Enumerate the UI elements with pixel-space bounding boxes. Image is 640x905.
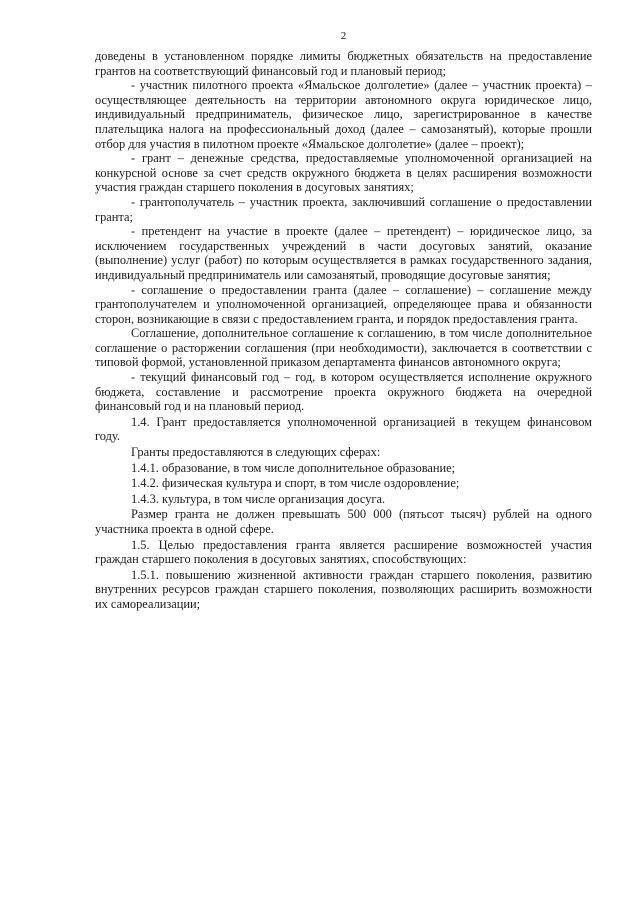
paragraph-section-1-4: 1.4. Грант предоставляется уполномоченной организацией в текущем финансовом году. [95, 414, 592, 444]
paragraph-definition-grant: - грант – денежные средства, предоставляемые уполномоченной организацией на конкурсной основе за счет средств окружного бюджета в целях расширения возможности участия граждан старшего поколения в досуговых занятиях; [95, 151, 592, 195]
paragraph-definition-agreement: - соглашение о предоставлении гранта (далее – соглашение) – соглашение между грантополучателем и уполномоченной организацией, определяющее права и обязанности сторон, возникающие в связи с предоставлением гранта, и порядок предоставления гранта. [95, 282, 592, 326]
paragraph-area-culture: 1.4.3. культура, в том числе организация досуга. [131, 491, 386, 506]
paragraph-grant-amount: Размер гранта не должен превышать 500 000 (пятьсот тысяч) рублей на одного участника проекта в одной сфере. [95, 507, 592, 536]
document-body [95, 49, 592, 612]
paragraph-definition-grantee: - грантополучатель – участник проекта, заключивший соглашение о предоставлении гранта; [95, 194, 592, 224]
paragraph-budget-limits: доведены в установленном порядке лимиты бюджетных обязательств на предоставление грантов на соответствующий финансовый год и плановый период; [95, 49, 592, 78]
paragraph-definition-applicant: - претендент на участие в проекте (далее – претендент) – юридическое лицо, за исключением государственных учреждений в части досуговых занятий, оказание (выполнение) услуг (работ) по которым осуществляется в рамках государственного задания, индивидуальный предприниматель или самозанятый, проводящие досуговые занятия; [95, 224, 592, 282]
paragraph-agreement-form: Соглашение, дополнительное соглашение к соглашению, в том числе дополнительное соглашение о расторжении соглашения (при необходимости), заключается в соответствии с типовой формой, установленной приказом департамента финансов автономного округа; [95, 326, 592, 370]
paragraph-section-1-5-1: 1.5.1. повышению жизненной активности граждан старшего поколения, развитию внутренних ресурсов граждан старшего поколения, позволяющих расширить возможности их самореализации; [95, 567, 592, 611]
paragraph-area-sport: 1.4.2. физическая культура и спорт, в том числе оздоровление; [131, 476, 460, 491]
page-number: 2 [340, 30, 347, 42]
paragraph-definition-participant: - участник пилотного проекта «Ямальское долголетие» (далее – участник проекта) – осуществляющее деятельность на территории автономного округа юридическое лицо, индивидуальный предприниматель, физическое лицо, зарегистрированное в качестве плательщика налога на профессиональный доход (далее – самозанятый), которые прошли отбор для участия в пилотном проекте «Ямальское долголетие» (далее – проект); [95, 78, 592, 151]
paragraph-definition-fiscal-year: - текущий финансовый год – год, в котором осуществляется исполнение окружного бюджета, составление и рассмотрение проекта окружного бюджета на очередной финансовый год и на плановый период. [95, 370, 592, 414]
paragraph-area-education: 1.4.1. образование, в том числе дополнительное образование; [131, 460, 456, 475]
paragraph-grant-areas-intro: Гранты предоставляются в следующих сферах: [131, 445, 381, 460]
paragraph-section-1-5: 1.5. Целью предоставления гранта является расширение возможностей участия граждан старшего поколения в досуговых занятиях, способствующих: [95, 537, 592, 567]
